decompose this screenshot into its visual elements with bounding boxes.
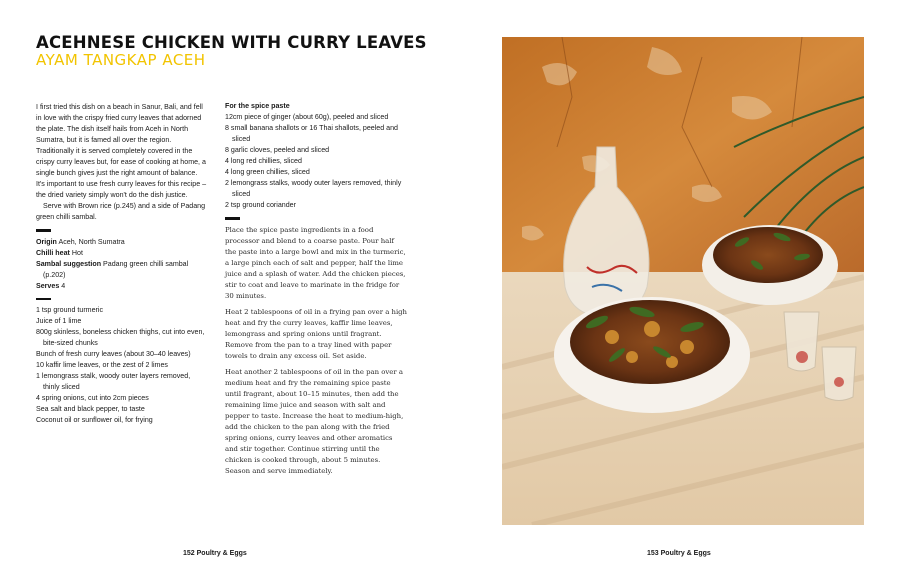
ingredient-item: Bunch of fresh curry leaves (about 30–40 leaves) — [36, 350, 191, 358]
right-page — [450, 0, 900, 585]
spice-item: 4 long green chillies, sliced — [225, 168, 310, 176]
ingredient-item: 1 tsp ground turmeric — [36, 306, 104, 314]
meta-serves: Serves 4 — [36, 281, 66, 290]
ingredient-item: 4 spring onions, cut into 2cm pieces — [36, 394, 149, 402]
meta-sambal: Sambal suggestion Padang green chilli sambal (p.202) — [36, 259, 189, 279]
spice-item: 2 tsp ground coriander — [225, 201, 296, 209]
recipe-subtitle: AYAM TANGKAP ACEH — [36, 51, 206, 69]
method — [225, 225, 407, 477]
method-step: Heat 2 tablespoons of oil in a frying pan over a high heat and fry the curry leaves, kaffir lime leaves, lemongrass and spring onions until fragrant. Remove from the pan to a tray lined with paper towels to drain any excess oil. Set aside. — [225, 307, 407, 360]
serving-note: Serve with Brown rice (p.245) and a side of Padang green chilli sambal. — [36, 202, 206, 221]
page-number-left: 152 Poultry & Eggs — [183, 550, 247, 557]
spice-item: 8 garlic cloves, peeled and sliced — [225, 146, 330, 154]
spice-item: 8 small banana shallots or 16 Thai shallots, peeled and sliced — [225, 124, 398, 143]
page-number-right: 153 Poultry & Eggs — [647, 550, 711, 557]
right-column — [225, 101, 407, 482]
meta-origin: Origin Aceh, North Sumatra — [36, 237, 125, 246]
spice-item: 12cm piece of ginger (about 60g), peeled and sliced — [225, 113, 389, 121]
ingredient-item: Sea salt and black pepper, to taste — [36, 405, 145, 413]
intro-paragraph: I first tried this dish on a beach in Sanur, Bali, and fell in love with the crispy fried curry leaves that adorned the plate. The dish itself hails from Aceh in North Sumatra, but it is famed all over the region. Traditionally it is served completely covered in the crispy curry leaves but, for ease of cooking at home, a single bunch gives just the right amount of balance. It's important to use fresh curry leaves for this recipe – the dried variety simply won't do the dish justice. — [36, 103, 207, 199]
dish-photo — [502, 37, 864, 525]
spice-paste-heading: For the spice paste — [225, 102, 290, 110]
ingredient-item: 1 lemongrass stalk, woody outer layers removed, thinly sliced — [36, 372, 191, 391]
ingredient-list — [36, 305, 208, 426]
left-column — [36, 102, 208, 426]
divider — [36, 229, 51, 232]
meta-chilli-heat: Chilli heat Hot — [36, 248, 83, 257]
method-step: Place the spice paste ingredients in a food processor and blend to a coarse paste. Pour half the paste into a large bowl and mix in the turmeric, a large pinch each of salt and pepper, half the lime juice and a splash of water. Add the chicken pieces, stir to coat and leave to marinate in the fridge for 30 minutes. — [225, 225, 406, 300]
method-step: Heat another 2 tablespoons of oil in the pan over a medium heat and fry the remaining spice paste until fragrant, about 10–15 minutes, then add the remaining lime juice and season with salt and pepper to taste. Increase the heat to medium-high, add the chicken to the pan along with the fried spring onions, curry leaves and other aromatics and stir together. Continue stirring until the chicken is cooked through, about 5 minutes. Season and serve immediately. — [225, 367, 404, 475]
ingredient-item: 10 kaffir lime leaves, or the zest of 2 limes — [36, 361, 168, 369]
divider — [36, 298, 51, 301]
divider — [225, 217, 240, 220]
spice-item: 2 lemongrass stalks, woody outer layers removed, thinly sliced — [225, 179, 402, 198]
ingredient-item: Juice of 1 lime — [36, 317, 82, 325]
recipe-title: ACEHNESE CHICKEN WITH CURRY LEAVES — [36, 33, 427, 52]
spice-item: 4 long red chillies, sliced — [225, 157, 302, 165]
spice-paste-list — [225, 112, 407, 211]
ingredient-item: 800g skinless, boneless chicken thighs, cut into even, bite-sized chunks — [36, 328, 205, 347]
ingredient-item: Coconut oil or sunflower oil, for frying — [36, 416, 153, 424]
